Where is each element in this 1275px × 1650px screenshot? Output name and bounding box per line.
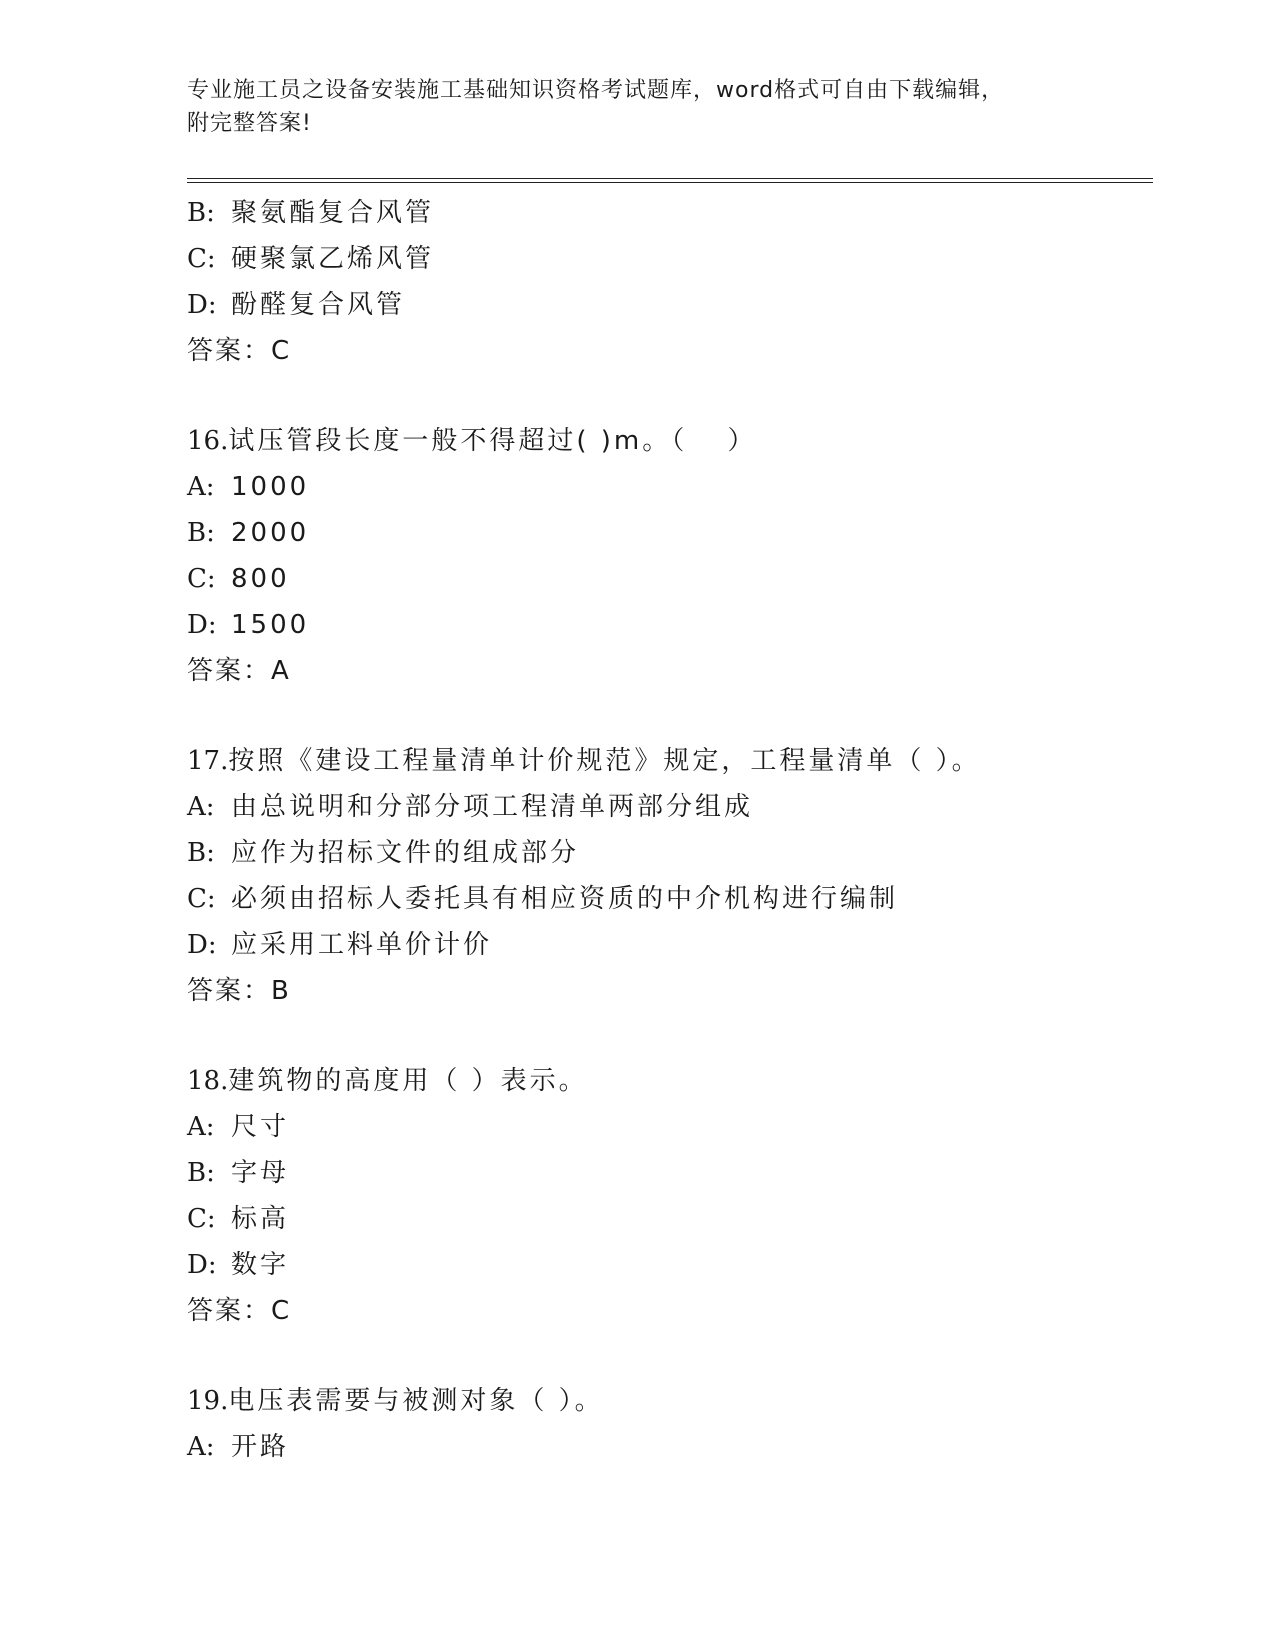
option-text: 800 xyxy=(231,564,290,594)
option-text: 应作为招标文件的组成部分 xyxy=(231,838,580,868)
answer-line: 答案：C xyxy=(187,1296,292,1326)
header-line-2: 附完整答案! xyxy=(187,111,312,136)
option-label: C: xyxy=(187,564,216,594)
option-label: A: xyxy=(187,1112,215,1142)
option-label: A: xyxy=(187,472,215,502)
option-text: 字母 xyxy=(231,1158,290,1188)
option-b xyxy=(187,830,1147,876)
option-text: 必须由招标人委托具有相应资质的中介机构进行编制 xyxy=(231,884,899,914)
question-stem xyxy=(187,418,1147,464)
question-number: 18. xyxy=(187,1066,229,1096)
question-17-block xyxy=(187,738,1147,1014)
option-text: 1500 xyxy=(231,610,310,640)
option-c xyxy=(187,1196,1147,1242)
option-a xyxy=(187,1104,1147,1150)
option-b xyxy=(187,510,1147,556)
option-c xyxy=(187,556,1147,602)
option-label: C: xyxy=(187,884,216,914)
option-label: C: xyxy=(187,1204,216,1234)
question-text: 建筑物的高度用（ ）表示。 xyxy=(228,1066,588,1096)
option-label: D: xyxy=(187,290,217,320)
answer-line: 答案：A xyxy=(187,656,291,686)
option-label: C: xyxy=(187,244,216,274)
option-a xyxy=(187,1424,1147,1470)
question-list xyxy=(187,190,1147,1470)
header-divider-top xyxy=(187,178,1153,179)
answer-line: 答案：B xyxy=(187,976,291,1006)
question-text: 按照《建设工程量清单计价规范》规定，工程量清单（ ）。 xyxy=(228,746,981,776)
header-line-1: 专业施工员之设备安装施工基础知识资格考试题库，word格式可自由下载编辑， xyxy=(187,78,1005,103)
question-stem xyxy=(187,738,1147,784)
option-text: 硬聚氯乙烯风管 xyxy=(231,244,435,274)
option-label: A: xyxy=(187,1432,215,1462)
option-text: 酚醛复合风管 xyxy=(231,290,406,320)
question-number: 16. xyxy=(187,426,229,456)
option-text: 尺寸 xyxy=(231,1112,290,1142)
option-c xyxy=(187,236,1147,282)
option-a xyxy=(187,464,1147,510)
option-label: D: xyxy=(187,610,217,640)
document-header xyxy=(187,74,1087,140)
question-number: 19. xyxy=(187,1386,229,1416)
option-text: 标高 xyxy=(231,1204,290,1234)
option-b xyxy=(187,190,1147,236)
question-text: 电压表需要与被测对象（ ）。 xyxy=(228,1386,604,1416)
option-d xyxy=(187,922,1147,968)
option-b xyxy=(187,1150,1147,1196)
question-16-block xyxy=(187,418,1147,694)
question-stem xyxy=(187,1378,1147,1424)
option-label: B: xyxy=(187,1158,215,1188)
answer-line: 答案：C xyxy=(187,336,292,366)
question-stem xyxy=(187,1058,1147,1104)
question-19-block xyxy=(187,1378,1147,1470)
option-text: 数字 xyxy=(231,1250,290,1280)
option-d xyxy=(187,1242,1147,1288)
option-d xyxy=(187,282,1147,328)
option-label: D: xyxy=(187,1250,217,1280)
question-number: 17. xyxy=(187,746,229,776)
option-label: B: xyxy=(187,518,215,548)
option-text: 开路 xyxy=(231,1432,290,1462)
option-text: 2000 xyxy=(231,518,310,548)
option-label: B: xyxy=(187,198,215,228)
header-divider-bottom xyxy=(187,182,1153,183)
question-text: 试压管段长度一般不得超过( )m。（ ） xyxy=(228,426,757,456)
question-15-block xyxy=(187,190,1147,374)
option-text: 应采用工料单价计价 xyxy=(231,930,493,960)
option-label: A: xyxy=(187,792,215,822)
option-text: 聚氨酯复合风管 xyxy=(231,198,435,228)
option-label: B: xyxy=(187,838,215,868)
option-d xyxy=(187,602,1147,648)
option-label: D: xyxy=(187,930,217,960)
option-text: 1000 xyxy=(231,472,310,502)
option-text: 由总说明和分部分项工程清单两部分组成 xyxy=(231,792,754,822)
question-18-block xyxy=(187,1058,1147,1334)
option-a xyxy=(187,784,1147,830)
option-c xyxy=(187,876,1147,922)
